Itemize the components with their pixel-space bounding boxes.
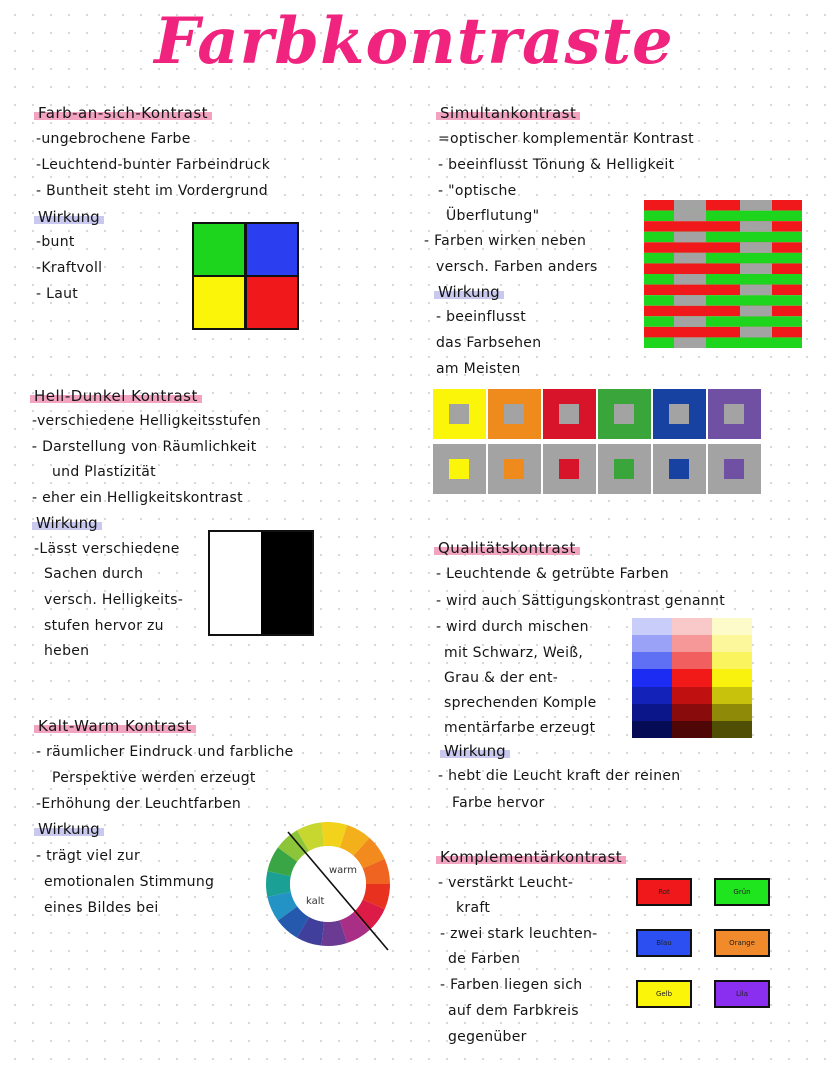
text-line: -verschiedene Helligkeitsstufen xyxy=(32,413,262,429)
wheel-label-warm: warm xyxy=(329,865,357,876)
text-line: Grau & der ent- xyxy=(444,670,559,686)
text-line: kraft xyxy=(456,900,491,916)
text-line: =optischer komplementär Kontrast xyxy=(438,131,694,147)
text-line: Perspektive werden erzeugt xyxy=(52,770,256,786)
text-line: - Farben wirken neben xyxy=(424,233,587,249)
saturation-grid xyxy=(632,618,752,738)
contrast-square xyxy=(433,444,486,494)
striped-illusion xyxy=(644,200,802,348)
stripe xyxy=(644,316,802,327)
grid-cell xyxy=(672,687,712,704)
text-line: - räumlicher Eindruck und farbliche xyxy=(36,744,294,760)
stripe xyxy=(644,242,802,253)
grey-bar xyxy=(740,306,772,317)
swatch-black xyxy=(261,532,312,634)
text-line: - eher ein Helligkeitskontrast xyxy=(32,490,243,506)
stripe xyxy=(644,211,802,222)
text-line: - wird auch Sättigungskontrast genannt xyxy=(436,593,726,609)
heading-simultan: Simultankontrast xyxy=(436,104,580,122)
contrast-square-inner xyxy=(449,459,469,479)
text-line: - "optische xyxy=(438,183,517,199)
heading-komplementaer: Komplementärkontrast xyxy=(436,848,626,866)
color-box-purple: Lila xyxy=(714,980,770,1008)
stripe xyxy=(644,221,802,232)
swatch-green xyxy=(194,224,244,275)
text-line: - trägt viel zur xyxy=(36,848,141,864)
grid-cell xyxy=(632,635,672,652)
wirkung-label: Wirkung xyxy=(34,208,104,226)
contrast-square xyxy=(488,444,541,494)
heading-hell-dunkel: Hell-Dunkel Kontrast xyxy=(30,387,202,405)
text-line: - verstärkt Leucht- xyxy=(438,875,574,891)
grid-cell xyxy=(712,721,752,738)
wirkung-label: Wirkung xyxy=(440,742,510,760)
grey-bar xyxy=(674,211,706,222)
grid-cell xyxy=(712,618,752,635)
text-line: mentärfarbe erzeugt xyxy=(444,720,596,736)
grid-cell xyxy=(712,669,752,686)
text-line: - Buntheit steht im Vordergrund xyxy=(36,183,268,199)
text-line: versch. Farben anders xyxy=(436,259,598,275)
text-line: - beeinflusst Tönung & Helligkeit xyxy=(438,157,675,173)
grid-cell xyxy=(672,635,712,652)
text-line: - beeinflusst xyxy=(436,309,527,325)
color-box-green: Grün xyxy=(714,878,770,906)
grey-bar xyxy=(674,337,706,348)
heading-kalt-warm: Kalt-Warm Kontrast xyxy=(34,717,196,735)
text-line: -Leuchtend-bunter Farbeindruck xyxy=(36,157,271,173)
contrast-square-inner xyxy=(559,459,579,479)
stripe xyxy=(644,274,802,285)
stripe xyxy=(644,232,802,243)
contrast-square-inner xyxy=(614,404,634,424)
grid-cell xyxy=(672,652,712,669)
grey-bar xyxy=(674,295,706,306)
text-line: am Meisten xyxy=(436,361,521,377)
text-line: Überflutung" xyxy=(446,208,540,224)
text-line: -Lässt verschiedene xyxy=(34,541,180,557)
stripe xyxy=(644,263,802,274)
grey-bar xyxy=(740,285,772,296)
black-white-square xyxy=(208,530,314,636)
contrast-square-inner xyxy=(669,404,689,424)
grid-cell xyxy=(672,669,712,686)
text-line: - Darstellung von Räumlichkeit xyxy=(32,439,257,455)
swatch-red xyxy=(247,277,297,328)
contrast-square-inner xyxy=(504,404,524,424)
heading-qualitaet: Qualitätskontrast xyxy=(434,539,580,557)
grey-bar xyxy=(674,274,706,285)
contrast-square xyxy=(708,444,761,494)
contrast-square xyxy=(598,389,651,439)
text-line: - wird durch mischen xyxy=(436,619,589,635)
grey-bar xyxy=(674,200,706,211)
text-line: -bunt xyxy=(36,234,75,250)
text-line: - zwei stark leuchten- xyxy=(440,926,598,942)
grey-bar xyxy=(674,253,706,264)
grey-bar xyxy=(740,221,772,232)
grid-cell xyxy=(632,652,672,669)
contrast-square-inner xyxy=(559,404,579,424)
text-line: -Erhöhung der Leuchtfarben xyxy=(36,796,242,812)
grid-cell xyxy=(632,721,672,738)
text-line: stufen hervor zu xyxy=(44,618,164,634)
contrast-square xyxy=(433,389,486,439)
text-line: Sachen durch xyxy=(44,566,144,582)
four-color-square xyxy=(192,222,299,330)
text-line: - Laut xyxy=(36,286,79,302)
grey-bar xyxy=(740,242,772,253)
stripe xyxy=(644,253,802,264)
grid-cell xyxy=(712,652,752,669)
stripe xyxy=(644,200,802,211)
grid-cell xyxy=(632,687,672,704)
contrast-square-inner xyxy=(614,459,634,479)
contrast-square-inner xyxy=(724,404,744,424)
contrast-square-inner xyxy=(504,459,524,479)
contrast-square-inner xyxy=(449,404,469,424)
text-line: versch. Helligkeits- xyxy=(44,592,184,608)
text-line: emotionalen Stimmung xyxy=(44,874,215,890)
text-line: de Farben xyxy=(448,951,521,967)
color-box-yellow: Gelb xyxy=(636,980,692,1008)
grid-cell xyxy=(672,618,712,635)
contrast-square xyxy=(653,444,706,494)
stripe xyxy=(644,337,802,348)
grid-cell xyxy=(712,635,752,652)
grey-bar xyxy=(674,316,706,327)
grey-bar xyxy=(740,200,772,211)
grid-cell xyxy=(632,669,672,686)
color-box-orange: Orange xyxy=(714,929,770,957)
text-line: - hebt die Leucht kraft der reinen xyxy=(438,768,681,784)
text-line: mit Schwarz, Weiß, xyxy=(444,645,584,661)
page-title: Farbkontraste xyxy=(154,4,674,79)
stripe xyxy=(644,295,802,306)
grey-bar xyxy=(740,327,772,338)
swatch-blue xyxy=(247,224,297,275)
contrast-square xyxy=(543,444,596,494)
text-line: heben xyxy=(44,643,90,659)
stripe xyxy=(644,327,802,338)
text-line: -Kraftvoll xyxy=(36,260,103,276)
text-line: - Farben liegen sich xyxy=(440,977,583,993)
text-line: eines Bildes bei xyxy=(44,900,159,916)
grid-cell xyxy=(712,704,752,721)
grid-cell xyxy=(672,704,712,721)
contrast-square-inner xyxy=(669,459,689,479)
stripe xyxy=(644,285,802,296)
grey-bar xyxy=(674,232,706,243)
grid-cell xyxy=(712,687,752,704)
text-line: -ungebrochene Farbe xyxy=(36,131,191,147)
wirkung-label: Wirkung xyxy=(32,514,102,532)
contrast-square xyxy=(653,389,706,439)
contrast-square xyxy=(543,389,596,439)
text-line: - Leuchtende & getrübte Farben xyxy=(436,566,669,582)
text-line: und Plastizität xyxy=(52,464,156,480)
text-line: auf dem Farbkreis xyxy=(448,1003,579,1019)
stripe xyxy=(644,306,802,317)
color-box-blue: Blau xyxy=(636,929,692,957)
color-wheel xyxy=(262,818,394,954)
swatch-yellow xyxy=(194,277,244,328)
contrast-square xyxy=(488,389,541,439)
heading-farb-an-sich: Farb-an-sich-Kontrast xyxy=(34,104,212,122)
grid-cell xyxy=(632,618,672,635)
color-box-red: Rot xyxy=(636,878,692,906)
grid-cell xyxy=(672,721,712,738)
text-line: das Farbsehen xyxy=(436,335,542,351)
contrast-square-inner xyxy=(724,459,744,479)
grid-cell xyxy=(632,704,672,721)
text-line: gegenüber xyxy=(448,1029,527,1045)
wirkung-label: Wirkung xyxy=(34,820,104,838)
text-line: sprechenden Komple xyxy=(444,695,597,711)
wirkung-label: Wirkung xyxy=(434,283,504,301)
contrast-square xyxy=(598,444,651,494)
text-line: Farbe hervor xyxy=(452,795,545,811)
grey-bar xyxy=(740,263,772,274)
contrast-square xyxy=(708,389,761,439)
wheel-label-kalt: kalt xyxy=(306,896,325,907)
